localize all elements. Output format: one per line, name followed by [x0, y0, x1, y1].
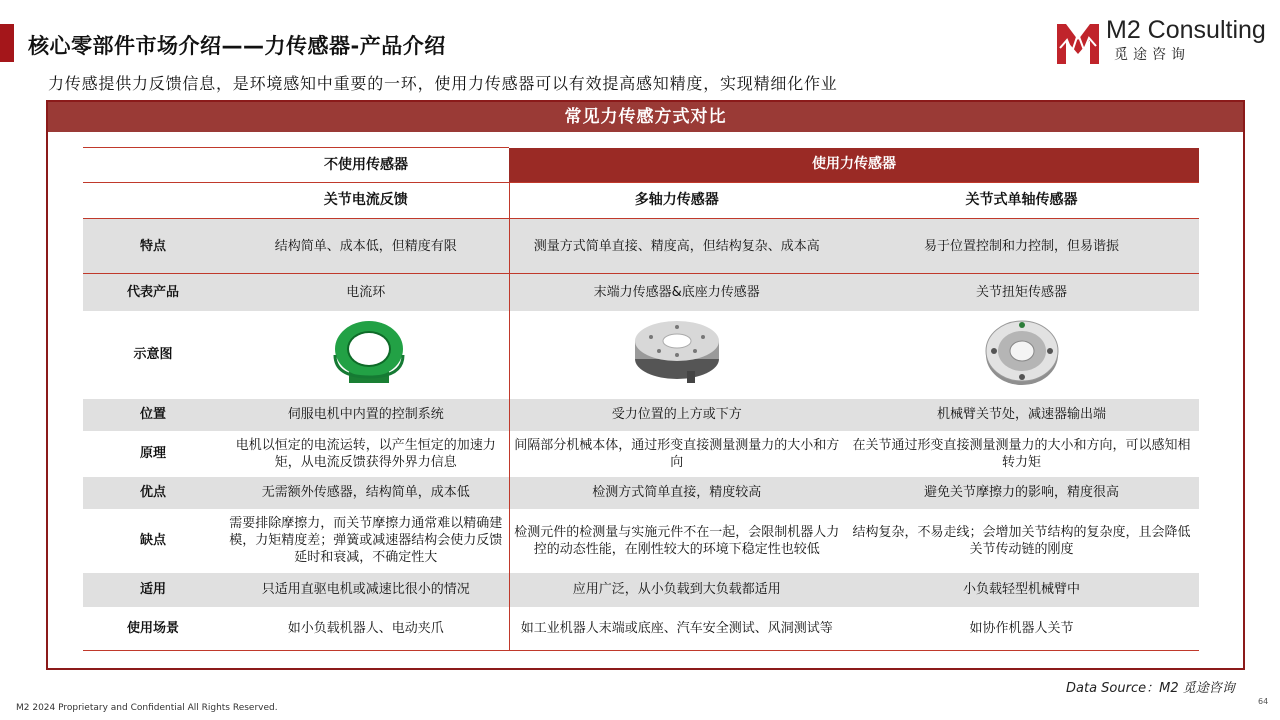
row-label: 优点 [83, 477, 223, 509]
multi-axis-sensor-image [629, 315, 725, 389]
logo-chinese-name: 觅途咨询 [1114, 47, 1190, 63]
table-row [83, 431, 1199, 477]
table-row [83, 509, 1199, 573]
table-cell: 避免关节摩擦力的影响，精度很高 [844, 477, 1199, 509]
table-sub-header-row [83, 183, 1199, 219]
row-label: 代表产品 [83, 274, 223, 311]
table-cell: 关节扭矩传感器 [844, 274, 1199, 311]
table-cell: 易于位置控制和力控制，但易谐振 [844, 219, 1199, 274]
group-header-with-sensor: 使用力传感器 [509, 148, 1199, 183]
m2-logo-icon [1054, 18, 1102, 66]
comparison-panel [46, 100, 1245, 670]
table-cell: 如小负载机器人、电动夹爪 [287, 620, 444, 636]
table-cell: 小负载轻型机械臂中 [844, 573, 1199, 607]
row-label: 位置 [83, 399, 223, 431]
table-cell: 应用广泛，从小负载到大负载都适用 [509, 573, 844, 607]
table-cell: 检测元件的检测量与实施元件不在一起，会限制机器人力控的动态性能，在刚性较大的环境下稳定性也较低 [509, 509, 844, 573]
image-cell-joint-torque [844, 311, 1199, 399]
row-label: 原理 [139, 446, 166, 461]
sub-header-multi-axis: 多轴力传感器 [509, 183, 844, 219]
table-cell: 机械臂关节处，减速器输出端 [844, 399, 1199, 431]
table-row [83, 274, 1199, 311]
page-title: 核心零部件市场介绍——力传感器-产品介绍 [28, 34, 446, 58]
row-label: 使用场景 [126, 620, 179, 636]
table-cell: 电流环 [223, 274, 509, 311]
joint-torque-sensor-image [982, 315, 1062, 389]
row-label: 适用 [83, 573, 223, 607]
table-cell: 如工业机器人末端或底座、汽车安全测试、风洞测试等 [509, 607, 844, 651]
row-label: 特点 [83, 219, 223, 274]
data-source-note: Data Source：M2 觅途咨询 [1066, 681, 1235, 696]
table-cell: 无需额外传感器，结构简单，成本低 [223, 477, 509, 509]
table-row [83, 399, 1199, 431]
table-cell: 电机以恒定的电流运转，以产生恒定的加速力矩，从电流反馈获得外界力信息 [235, 437, 496, 470]
table-cell: 受力位置的上方或下方 [509, 399, 844, 431]
table-row [83, 573, 1199, 607]
table-cell: 在关节通过形变直接测量测量力的大小和方向，可以感知相转力矩 [852, 437, 1191, 470]
panel-title: 常见力传感方式对比 [48, 102, 1243, 132]
table-row [83, 607, 1199, 651]
table-cell: 只适用直驱电机或减速比很小的情况 [223, 573, 509, 607]
table-cell: 测量方式简单直接、精度高，但结构复杂、成本高 [509, 219, 844, 274]
row-label: 缺点 [139, 533, 166, 548]
copyright-notice: M2 2024 Proprietary and Confidential All Rights Reserved. [16, 703, 278, 713]
table-cell: 结构复杂，不易走线；会增加关节结构的复杂度，且会降低关节传动链的刚度 [852, 524, 1191, 557]
logo-wordmark: M2 Consulting [1106, 16, 1266, 44]
table-row [83, 219, 1199, 274]
table-cell: 末端力传感器&底座力传感器 [509, 274, 844, 311]
table-cell: 伺服电机中内置的控制系统 [223, 399, 509, 431]
table-cell: 检测方式简单直接，精度较高 [509, 477, 844, 509]
group-header-no-sensor: 不使用传感器 [223, 148, 509, 183]
page-number: 64 [1258, 697, 1269, 706]
comparison-table [83, 147, 1199, 651]
image-cell-current-loop [223, 311, 509, 399]
table-row [83, 477, 1199, 509]
table-cell: 如协作机器人关节 [969, 620, 1074, 636]
row-label: 示意图 [133, 347, 173, 362]
table-group-header-row [83, 148, 1199, 183]
title-accent-bar [0, 24, 14, 62]
sub-header-joint-current: 关节电流反馈 [223, 183, 509, 219]
table-cell: 需要排除摩擦力，而关节摩擦力通常难以精确建模，力矩精度差；弹簧或减速器结构会使力反馈延时和衰减，不确定性大 [229, 516, 503, 565]
table-cell: 结构简单、成本低，但精度有限 [223, 219, 509, 274]
sub-header-single-axis: 关节式单轴传感器 [844, 183, 1199, 219]
table-cell: 间隔部分机械本体，通过形变直接测量测量力的大小和方向 [509, 431, 844, 477]
page-subtitle: 力传感提供力反馈信息，是环境感知中重要的一环，使用力传感器可以有效提高感知精度，实现精细化作业 [48, 74, 838, 93]
company-logo [1054, 16, 1264, 68]
current-loop-sensor-image [321, 315, 411, 389]
image-cell-multi-axis [509, 311, 844, 399]
table-row-images [83, 311, 1199, 399]
